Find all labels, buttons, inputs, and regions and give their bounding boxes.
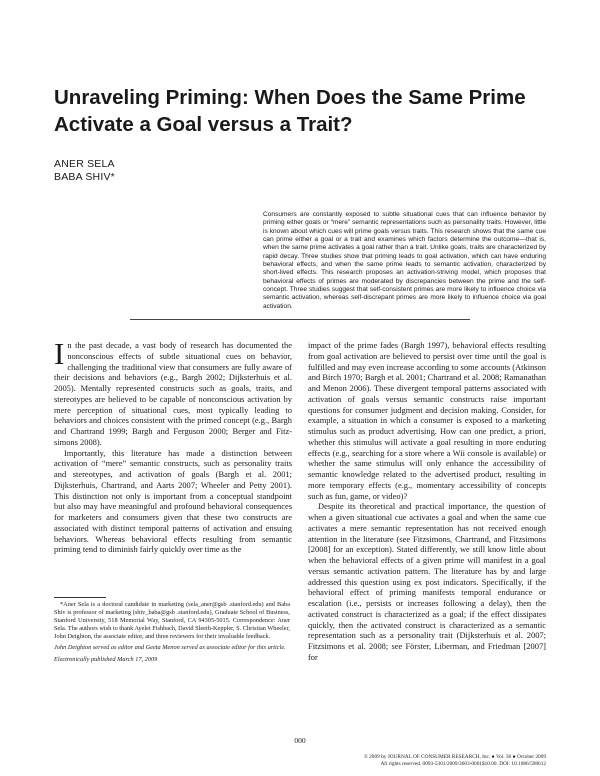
drop-cap: I — [54, 336, 65, 371]
footnotes — [54, 601, 290, 667]
abstract: Consumers are constantly exposed to subtle situational cues that can influence behavior by priming either goals or “mere” semantic representations such as personality traits. However, little is known about which cues will prime goals versus traits. This research shows that the same cue can prime either a goal or a trait and examines which factors determine the outcome—that is, when the same prime activates a goal rather than a trait. Unlike goals, traits are characterized by rapid decay. Three studies show that priming leads to goal activation, which can have enduring behavioral effects, and when the same prime leads to semantic activation, characterized by short-lived effects. This research proposes an activation-striving model, which proposes that behavioral effects of primes are moderated by discrepancies between the prime and the self-concept. Three studies suggest that self-consistent primes are more likely to influence choice via semantic activation, whereas self-discrepant primes are more likely to influence choice via goal activation. — [263, 211, 546, 310]
copyright-line: All rights reserved. 0093-5301/2009/3603-0001$10.00. DOI: 10.1086/598612 — [380, 761, 546, 768]
copyright-line: © 2009 by JOURNAL OF CONSUMER RESEARCH, Inc. ● Vol. 36 ● October 2009 — [363, 754, 546, 760]
copyright-notice — [364, 754, 546, 769]
author-affiliation-note: *Aner Sela is a doctoral candidate in marketing (sela_aner@gsb .stanford.edu) and Baba Shiv is professor of marketing (shiv_baba@gsb .stanford.edu), Graduate School of Business, Stanford University, 518 Memorial Way, Stanford, CA 94305-5015. Correspondence: Aner Sela. The authors wish to thank Ayelet Fishbach, David Sleeth-Keppler, S. Christian Wheeler, John Deighton, the associate editor, and three reviewers for their invaluable feedback. — [54, 601, 290, 641]
body-paragraph: impact of the prime fades (Bargh 1997), behavioral effects resulting from goal activation are believed to persist over time until the goal is fulfilled and may even increase according to some accounts (Atkinson and Birch 1970; Bargh et al. 2001; Chartrand et al. 2008; Ramanathan and Menon 2006). These divergent temporal patterns associated with activation of goals versus semantic constructs raise important questions for consumer judgment and decision making. Consider, for example, a situation in which a consumer is exposed to a marketing stimulus such as product advertising. How can one predict, a priori, whether this stimulus will activate a goal resulting in more enduring effects (e.g., searching for a store where a Wii console is available) or whether the same stimulus will only enhance the accessibility of semantic knowledge related to the advertised product, resulting in more temporary effects (e.g., momentary accessibility of concepts such as fun, game, or video)? — [308, 340, 546, 501]
body-paragraph: Importantly, this literature has made a distinction between activation of “mere” semantic constructs, such as personality traits and stereotypes, and activation of goals (Bargh et al. 2001; Dijksterhuis, Chartrand, and Aarts 2007; Wheeler and Petty 2001). This distinction not only is important from a conceptual standpoint but also may have meaningful and profound behavioral consequences for marketers and consumers given that these two constructs are associated with distinct temporal patterns of activation and ensuing behaviors. Whereas behavioral effects resulting from semantic priming tend to diminish fairly quickly over time as the — [54, 447, 292, 555]
footnote-divider — [54, 597, 106, 598]
paragraph-text: n the past decade, a vast body of research has documented the nonconscious effects of subtle situational cues on behavior, challenging the traditional view that consumers are fully aware of their decisions and behaviors (e.g., Bargh 2002; Dijksterhuis et al. 2005). Mentally represented constructs such as goals, traits, and stereotypes are believed to be capable of nonconscious activation by mere perception of situational cues, most typically leading to behaviors and choices consistent with the primed concept (e.g., Bargh and Chartrand 1999; Bargh and Ferguson 2000; Berger and Fitzsimons 2008). — [54, 340, 292, 447]
publication-date-note: Electronically published March 17, 2009 — [54, 655, 158, 663]
editor-note: John Deighton served as editor and Geeta Menon served as associate editor for this article. — [54, 644, 286, 652]
page-number: 000 — [294, 736, 306, 745]
section-divider — [130, 319, 470, 320]
body-paragraph — [54, 336, 292, 448]
article-title: Unraveling Priming: When Does the Same Prime Activate a Goal versus a Trait? — [54, 86, 526, 136]
author-name: ANER SELA — [54, 158, 115, 170]
author-name: BABA SHIV* — [54, 171, 115, 183]
body-paragraph: Despite its theoretical and practical importance, the question of when a given situational cue activates a goal and when the same cue activates a mere semantic representation has not received enough attention in the literature (see Fitzsimons, Chartrand, and Fitzsimons [2008] for an exception). Stated differently, we still know little about when the behavioral effects of a given prime will manifest in a goal versus semantic activation pattern. The literature has by and large addressed this question using ex post indicators. Specifically, if the behavioral effect of priming manifests temporal endurance or escalation (i.e., persists or increases following a delay), then the activated construct is characterized as a goal; if the effect dissipates quickly, then the activated construct is characterized as a semantic representation such as a personality trait (Dijksterhuis et al. 2007; Fitzsimons et al. 2008; see Förster, Liberman, and Friedman [2007] for — [308, 501, 546, 662]
body-column-left — [54, 336, 292, 555]
body-column-right — [308, 340, 546, 663]
author-list — [54, 158, 115, 184]
